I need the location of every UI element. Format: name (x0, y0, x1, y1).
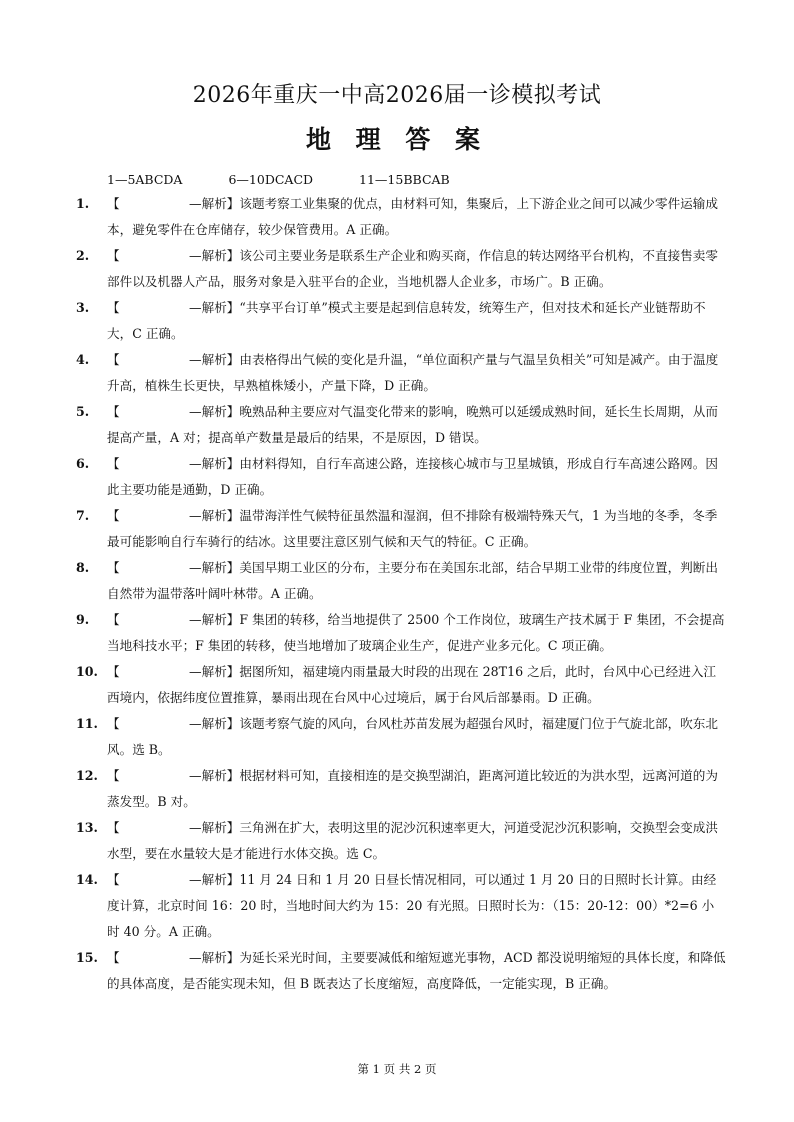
item-number: 6. (76, 456, 90, 471)
item-open-bracket: 【 (107, 950, 120, 965)
item-analysis-tag: —解析】 (189, 820, 240, 835)
item-analysis-tag: —解析】 (189, 950, 240, 965)
item-analysis-tag: —解析】 (189, 196, 240, 211)
item-explanation-text: F 集团的转移，给当地提供了 2500 个工作岗位，玻璃生产技术属于 F 集团，不会提高当地科技水平；F 集团的转移，使当地增加了玻璃企业生产，促进产业多元化。C 项正确。 (107, 612, 725, 653)
explanation-item (76, 607, 726, 659)
item-number: 13. (76, 820, 98, 835)
item-explanation-text: “共享平台订单”模式主要是起到信息转发，统筹生产，但对技术和延长产业链帮助不大，C 正确。 (107, 300, 706, 341)
item-number: 10. (76, 664, 98, 679)
answer-key-6-10: 6—10DCACD (228, 172, 314, 187)
item-open-bracket: 【 (107, 508, 120, 523)
item-number: 9. (76, 612, 90, 627)
item-number: 1. (76, 196, 90, 211)
item-explanation-text: 该题考察工业集聚的优点，由材料可知，集聚后，上下游企业之间可以减少零件运输成本，避免零件在仓库储存，较少保管费用。A 正确。 (107, 196, 718, 237)
item-open-bracket: 【 (107, 872, 120, 887)
item-open-bracket: 【 (107, 612, 120, 627)
item-explanation-text: 根据材料可知，直接相连的是交换型湖泊，距离河道比较近的为洪水型，远离河道的为蒸发型。B 对。 (107, 768, 718, 809)
item-number: 8. (76, 560, 90, 575)
answer-key-row (107, 172, 450, 187)
explanation-item (76, 555, 726, 607)
explanation-list (76, 191, 726, 997)
item-open-bracket: 【 (107, 560, 120, 575)
item-number: 2. (76, 248, 90, 263)
item-analysis-tag: —解析】 (189, 872, 240, 887)
item-number: 12. (76, 768, 98, 783)
item-analysis-tag: —解析】 (189, 404, 240, 419)
item-number: 7. (76, 508, 90, 523)
item-explanation-text: 晚熟品种主要应对气温变化带来的影响，晚熟可以延缓成熟时间，延长生长周期，从而提高产量，A 对；提高单产数量是最后的结果，不是原因，D 错误。 (107, 404, 718, 445)
item-explanation-text: 为延长采光时间，主要要减低和缩短遮光事物，ACD 都没说明缩短的具体长度，和降低的具体高度，是否能实现未知，但 B 既表达了长度缩短，高度降低，一定能实现，B 正确。 (107, 950, 726, 991)
item-analysis-tag: —解析】 (189, 456, 240, 471)
explanation-item (76, 503, 726, 555)
explanation-item (76, 191, 726, 243)
explanation-item (76, 451, 726, 503)
item-open-bracket: 【 (107, 456, 120, 471)
item-open-bracket: 【 (107, 300, 120, 315)
item-number: 5. (76, 404, 90, 419)
explanation-item (76, 867, 726, 945)
explanation-item (76, 763, 726, 815)
item-explanation-text: 该题考察气旋的风向，台风杜苏苗发展为超强台风时，福建厦门位于气旋北部，吹东北风。选 B。 (107, 716, 718, 757)
explanation-item (76, 295, 726, 347)
explanation-item (76, 815, 726, 867)
item-number: 11. (76, 716, 98, 731)
item-number: 3. (76, 300, 90, 315)
exam-title: 2026年重庆一中高2026届一诊模拟考试 (192, 83, 602, 108)
item-analysis-tag: —解析】 (189, 352, 240, 367)
explanation-item (76, 659, 726, 711)
explanation-item (76, 399, 726, 451)
item-number: 4. (76, 352, 90, 367)
item-analysis-tag: —解析】 (189, 612, 240, 627)
item-analysis-tag: —解析】 (189, 664, 240, 679)
answer-key-11-15: 11—15BBCAB (359, 172, 450, 187)
item-explanation-text: 由材料得知，自行车高速公路，连接核心城市与卫星城镇，形成自行车高速公路网。因此主要功能是通勤，D 正确。 (107, 456, 718, 497)
item-open-bracket: 【 (107, 196, 120, 211)
item-open-bracket: 【 (107, 352, 120, 367)
explanation-item (76, 945, 726, 997)
explanation-item (76, 347, 726, 399)
item-open-bracket: 【 (107, 248, 120, 263)
answer-subtitle: 地 理 答 案 (305, 125, 489, 154)
item-analysis-tag: —解析】 (189, 560, 240, 575)
explanation-item (76, 711, 726, 763)
item-explanation-text: 由表格得出气候的变化是升温，“单位面积产量与气温呈负相关”可知是减产。由于温度升高，植株生长更快，早熟植株矮小，产量下降，D 正确。 (107, 352, 719, 393)
explanation-item (76, 243, 726, 295)
item-open-bracket: 【 (107, 664, 120, 679)
item-analysis-tag: —解析】 (189, 716, 240, 731)
item-open-bracket: 【 (107, 820, 120, 835)
item-explanation-text: 美国早期工业区的分布，主要分布在美国东北部，结合早期工业带的纬度位置，判断出自然带为温带落叶阔叶林带。A 正确。 (107, 560, 718, 601)
item-explanation-text: 温带海洋性气候特征虽然温和湿润，但不排除有极端特殊天气，1 为当地的冬季，冬季最可能影响自行车骑行的结冰。这里要注意区别气候和天气的特征。C 正确。 (107, 508, 718, 549)
item-explanation-text: 三角洲在扩大，表明这里的泥沙沉积速率更大，河道受泥沙沉积影响，交换型会变成洪水型，要在水量较大是才能进行水体交换。选 C。 (107, 820, 718, 861)
item-explanation-text: 据图所知，福建境内雨量最大时段的出现在 28T16 之后，此时，台风中心已经进入江西境内，依据纬度位置推算，暴雨出现在台风中心过境后，属于台风后部暴雨。D 正确。 (107, 664, 717, 705)
item-open-bracket: 【 (107, 768, 120, 783)
item-number: 14. (76, 872, 98, 887)
item-analysis-tag: —解析】 (189, 248, 240, 263)
item-analysis-tag: —解析】 (189, 300, 240, 315)
item-open-bracket: 【 (107, 716, 120, 731)
item-analysis-tag: —解析】 (189, 508, 240, 523)
item-explanation-text: 该公司主要业务是联系生产企业和购买商，作信息的转达网络平台机构，不直接售卖零部件以及机器人产品，服务对象是入驻平台的企业，当地机器人企业多，市场广。B 正确。 (107, 248, 718, 289)
item-open-bracket: 【 (107, 404, 120, 419)
answer-key-1-5: 1—5ABCDA (107, 172, 183, 187)
item-explanation-text: 11 月 24 日和 1 月 20 日昼长情况相同，可以通过 1 月 20 日的日照时长计算。由经度计算，北京时间 16：20 时，当地时间大约为 15：20 有光照。日照时长为：（15：20-12：00）*2=6 小时 40 分。A 正确。 (107, 872, 717, 939)
page-footer: 第 1 页 共 2 页 (357, 1062, 437, 1076)
item-number: 15. (76, 950, 98, 965)
item-analysis-tag: —解析】 (189, 768, 240, 783)
